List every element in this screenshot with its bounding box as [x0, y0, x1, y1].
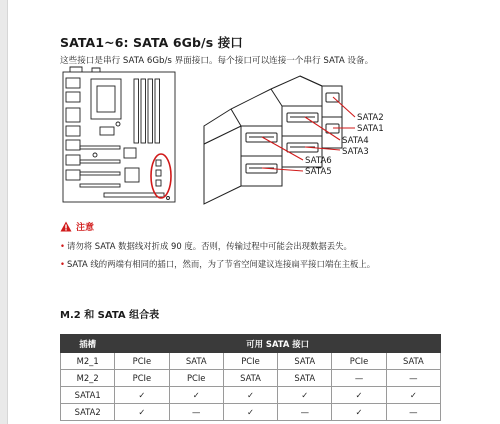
caution-note: • 请勿将 SATA 数据线对折成 90 度。否则，传输过程中可能会出现数据丢失。	[60, 241, 352, 251]
table-cell: ✓	[223, 404, 277, 421]
table-cell: ✓	[223, 387, 277, 404]
table-cell: PCIe	[115, 353, 169, 370]
table-cell: SATA	[386, 353, 440, 370]
table-row	[61, 370, 441, 387]
table-cell: ✓	[278, 387, 332, 404]
table-row	[61, 404, 441, 421]
table-cell: ✓	[332, 387, 386, 404]
table-cell: SATA	[223, 370, 277, 387]
pcie-slot	[80, 184, 120, 187]
table-cell: ✓	[115, 387, 169, 404]
table-cell: SATA	[278, 370, 332, 387]
dimm-slot	[134, 79, 139, 143]
m2-sata-combination-table	[60, 334, 441, 421]
sata-connector-block	[204, 76, 342, 204]
caution-note: • SATA 线的两端有相同的插口，然而，为了节省空间建议连接扁平接口端在主板上。	[60, 259, 376, 269]
caution-title: 注意	[76, 223, 95, 233]
table-cell: PCIe	[115, 370, 169, 387]
board-outline	[63, 72, 175, 202]
table-cell: ✓	[115, 404, 169, 421]
table-cell: SATA	[278, 353, 332, 370]
slot-name: SATA1	[61, 387, 115, 404]
section-description: 这些接口是串行 SATA 6Gb/s 界面接口。每个接口可以连接一个串行 SATA 设备。	[60, 56, 374, 66]
table-row	[61, 387, 441, 404]
table-cell: ✓	[169, 387, 223, 404]
table-header-row	[61, 335, 441, 353]
table-cell: —	[386, 370, 440, 387]
header-slot: 插槽	[61, 335, 115, 353]
table-cell: —	[386, 404, 440, 421]
table-cell: —	[169, 404, 223, 421]
slot-name: M2_2	[61, 370, 115, 387]
table-cell: PCIe	[332, 353, 386, 370]
label-sata3: SATA3	[342, 147, 369, 157]
table-title: M.2 和 SATA 组合表	[60, 310, 160, 321]
caution-heading	[60, 220, 94, 233]
label-sata2: SATA2	[357, 113, 384, 123]
warning-icon	[60, 221, 72, 232]
label-sata6: SATA6	[305, 156, 332, 166]
pcie-slot	[80, 146, 120, 149]
table-cell: —	[278, 404, 332, 421]
slot-name: SATA2	[61, 404, 115, 421]
table-cell: SATA	[169, 353, 223, 370]
label-sata5: SATA5	[305, 167, 332, 177]
label-sata4: SATA4	[342, 136, 369, 146]
table-cell: —	[332, 370, 386, 387]
header-available-ports: 可用 SATA 接口	[115, 335, 441, 353]
table-cell: ✓	[386, 387, 440, 404]
pcie-slot	[80, 160, 120, 163]
table-cell: PCIe	[223, 353, 277, 370]
table-cell: ✓	[332, 404, 386, 421]
section-title: SATA1~6: SATA 6Gb/s 接口	[60, 35, 243, 50]
label-sata1: SATA1	[357, 124, 384, 134]
dimm-slot	[148, 79, 153, 143]
slot-name: M2_1	[61, 353, 115, 370]
dimm-slot	[155, 79, 160, 143]
pcie-slot	[80, 172, 120, 175]
dimm-slot	[141, 79, 146, 143]
table-row	[61, 353, 441, 370]
table-cell: PCIe	[169, 370, 223, 387]
cpu-socket	[91, 79, 121, 119]
motherboard-illustration	[63, 67, 175, 202]
